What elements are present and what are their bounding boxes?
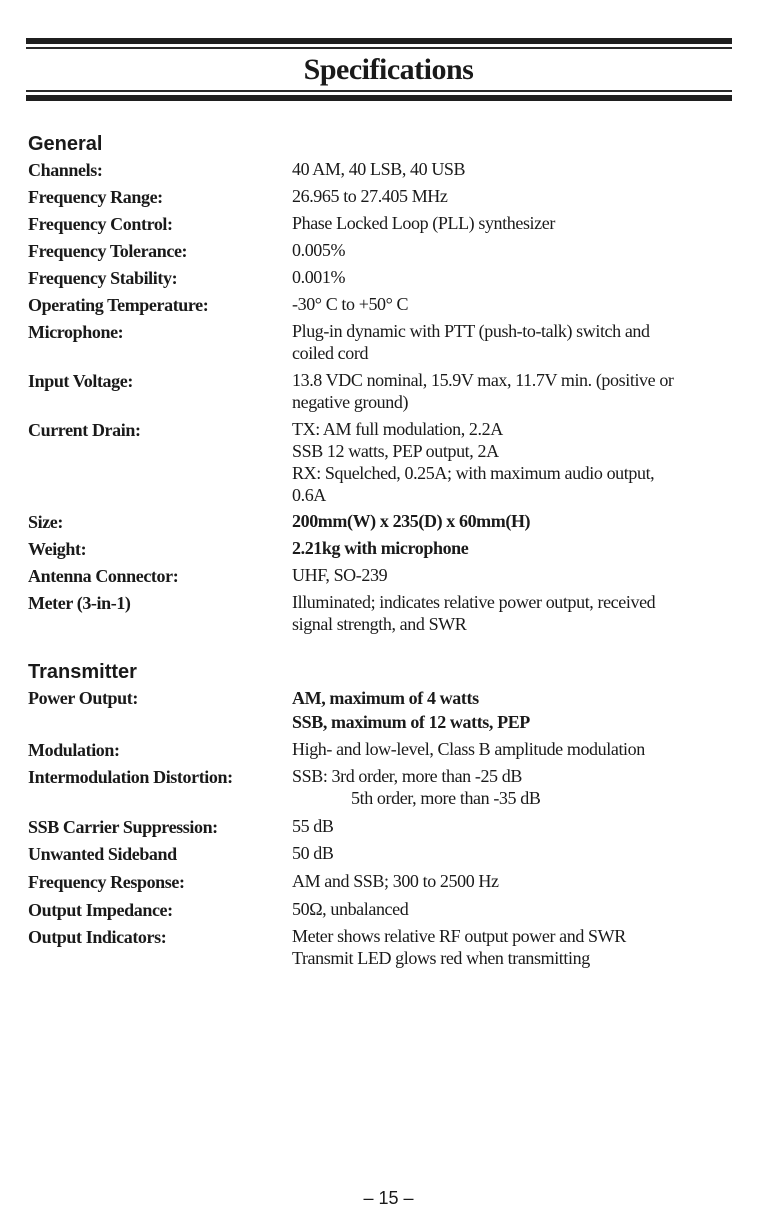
spec-value (292, 898, 732, 920)
spec-value-line: TX: AM full modulation, 2.2A (292, 419, 503, 439)
spec-value-line: 26.965 to 27.405 MHz (292, 186, 448, 206)
spec-value (292, 591, 732, 635)
spec-label: Meter (3-in-1) (28, 593, 131, 613)
spec-value-line: 0.6A (292, 485, 326, 505)
spec-value-line: AM and SSB; 300 to 2500 Hz (292, 871, 499, 891)
spec-value (292, 765, 732, 809)
spec-value-line: AM, maximum of 4 watts (292, 688, 479, 708)
spec-value (292, 320, 732, 364)
section-heading-transmitter: Transmitter (28, 661, 137, 683)
spec-value (292, 212, 732, 234)
spec-label: SSB Carrier Suppression: (28, 817, 218, 837)
spec-value (292, 564, 732, 586)
spec-value (292, 293, 732, 315)
spec-label: Channels: (28, 160, 103, 180)
spec-label: Current Drain: (28, 420, 141, 440)
spec-label: Frequency Tolerance: (28, 241, 188, 261)
spec-label: Weight: (28, 539, 87, 559)
spec-value-line: SSB 12 watts, PEP output, 2A (292, 441, 499, 461)
page-number: – 15 – (363, 1188, 414, 1208)
page-title: Specifications (303, 53, 474, 86)
spec-value (292, 510, 732, 532)
spec-value-line: signal strength, and SWR (292, 614, 467, 634)
spec-value-line: 5th order, more than -35 dB (351, 788, 541, 808)
spec-value (292, 239, 732, 261)
spec-value-line: RX: Squelched, 0.25A; with maximum audio output, (292, 463, 655, 483)
spec-value-line: -30° C to +50° C (292, 294, 409, 314)
spec-value-line: negative ground) (292, 392, 409, 412)
spec-label: Frequency Range: (28, 187, 163, 207)
spec-value (292, 815, 732, 837)
spec-value-line: Phase Locked Loop (PLL) synthesizer (292, 213, 555, 233)
spec-label: Output Impedance: (28, 900, 173, 920)
spec-value (292, 266, 732, 288)
spec-value-line: 50 dB (292, 843, 334, 863)
spec-value (292, 537, 732, 559)
spec-value (292, 686, 732, 734)
spec-value (292, 369, 732, 413)
title-rule-top-thin (26, 47, 732, 49)
spec-value-line: 0.005% (292, 240, 346, 260)
spec-value (292, 418, 732, 506)
spec-value-line: 40 AM, 40 LSB, 40 USB (292, 159, 466, 179)
spec-value-line: 0.001% (292, 267, 346, 287)
spec-label: Frequency Control: (28, 214, 173, 234)
title-rule-top (26, 38, 732, 44)
title-rule-bottom (26, 95, 732, 101)
spec-value-line: High- and low-level, Class B amplitude modulation (292, 739, 645, 759)
spec-value-line: 55 dB (292, 816, 334, 836)
spec-label: Frequency Stability: (28, 268, 178, 288)
spec-value-line: SSB, maximum of 12 watts, PEP (292, 712, 530, 732)
spec-value-line: 200mm(W) x 235(D) x 60mm(H) (292, 511, 531, 531)
spec-label: Intermodulation Distortion: (28, 767, 233, 787)
spec-value (292, 925, 732, 969)
spec-value-line: Illuminated; indicates relative power output, received (292, 592, 656, 612)
section-heading-general: General (28, 133, 103, 155)
spec-label: Input Voltage: (28, 371, 133, 391)
spec-value (292, 185, 732, 207)
spec-value (292, 738, 732, 760)
spec-label: Antenna Connector: (28, 566, 179, 586)
spec-value (292, 870, 732, 892)
spec-label: Size: (28, 512, 63, 532)
spec-label: Output Indicators: (28, 927, 167, 947)
spec-label: Frequency Response: (28, 872, 185, 892)
spec-value-line: 50Ω, unbalanced (292, 899, 409, 919)
spec-label: Operating Temperature: (28, 295, 209, 315)
title-rule-bottom-thin (26, 90, 732, 92)
spec-value-line: UHF, SO-239 (292, 565, 388, 585)
spec-value-line: Plug-in dynamic with PTT (push-to-talk) switch and (292, 321, 650, 341)
spec-value (292, 158, 732, 180)
spec-label: Power Output: (28, 688, 138, 708)
spec-value (292, 842, 732, 864)
spec-value-line: Meter shows relative RF output power and SWR (292, 926, 626, 946)
spec-label: Modulation: (28, 740, 120, 760)
spec-value-line: coiled cord (292, 343, 369, 363)
spec-label: Microphone: (28, 322, 124, 342)
spec-label: Unwanted Sideband (28, 844, 177, 864)
spec-value-line: 13.8 VDC nominal, 15.9V max, 11.7V min. (positive or (292, 370, 674, 390)
spec-value-line: 2.21kg with microphone (292, 538, 469, 558)
spec-value-line: Transmit LED glows red when transmitting (292, 948, 590, 968)
spec-value-line: SSB: 3rd order, more than -25 dB (292, 766, 522, 786)
